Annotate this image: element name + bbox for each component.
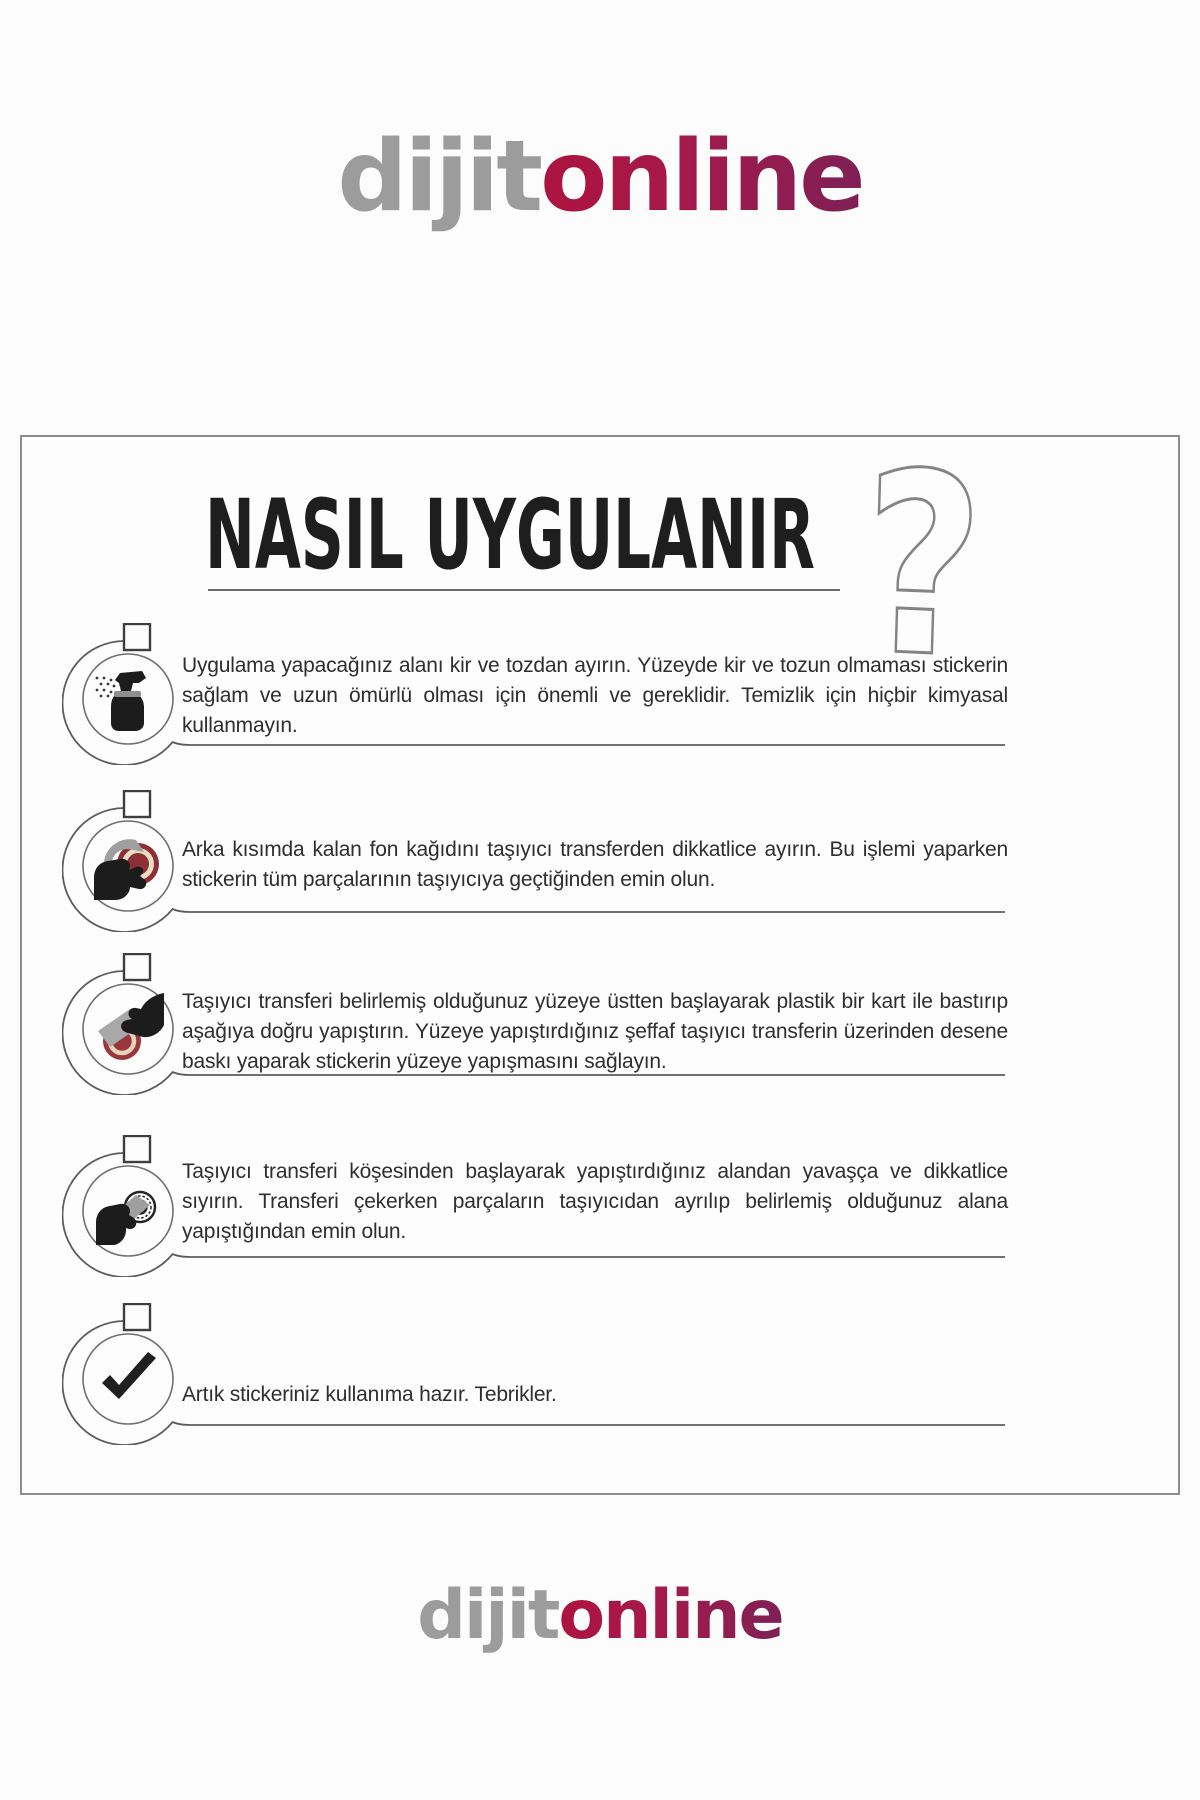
logo-dijitonline-top — [0, 120, 1200, 234]
step-5-text: Artık stickeriniz kullanıma hazır. Tebrikler. — [182, 1383, 557, 1406]
panel-title: NASIL UYGULANIR — [205, 479, 815, 591]
question-mark: ? — [859, 418, 987, 714]
step-2-checkbox — [124, 791, 150, 817]
step-5-checkbox — [124, 1304, 150, 1330]
step-1-text: Uygulama yapacağınız alanı kir ve tozdan ayırın. Yüzeyde kir ve tozun olmaması stickerin sağlam ve uzun ömürlü olması için önemli ve gereklidir. Temizlik için hiçbir kimyasal kullanmayın. — [182, 654, 1008, 738]
step-3-checkbox — [124, 954, 150, 980]
instructions-panel — [20, 418, 1180, 1495]
title-underline — [208, 589, 840, 591]
step-5-graphic — [62, 1303, 1007, 1445]
logo-text-dijit: dijit — [337, 120, 541, 234]
step-4-checkbox — [124, 1136, 150, 1162]
logo-text-dijit: dijit — [417, 1576, 559, 1655]
step-2-text: Arka kısımda kalan fon kağıdını taşıyıcı transferden dikkatlice ayırın. Bu işlemi yaparken stickerin tüm parçalarının taşıyıcıya geçtiğinden emin olun. — [182, 838, 1008, 892]
logo-dijitonline-bottom — [0, 1576, 1200, 1655]
step-3-text: Taşıyıcı transferi belirlemiş olduğunuz yüzeye üstten başlayarak plastik bir kart ile bastırıp aşağıya doğru yapıştırın. Yüzeye yapıştırdığınız şeffaf taşıyıcı transferin üzerinden desene baskı yaparak stickerin yüzeye yapışmasını sağlayın. — [182, 990, 1008, 1074]
logo-text-online: online — [558, 1576, 783, 1655]
logo-text-online: online — [540, 120, 863, 234]
step-4-text: Taşıyıcı transferi köşesinden başlayarak yapıştırdığınız alandan yavaşça ve dikkatlice sıyırın. Transferi çekerken parçaların taşıyıcıdan ayrılıp belirlemiş olduğunuz alana yapıştığından emin olun. — [182, 1160, 1008, 1244]
step-1-checkbox — [124, 624, 150, 650]
